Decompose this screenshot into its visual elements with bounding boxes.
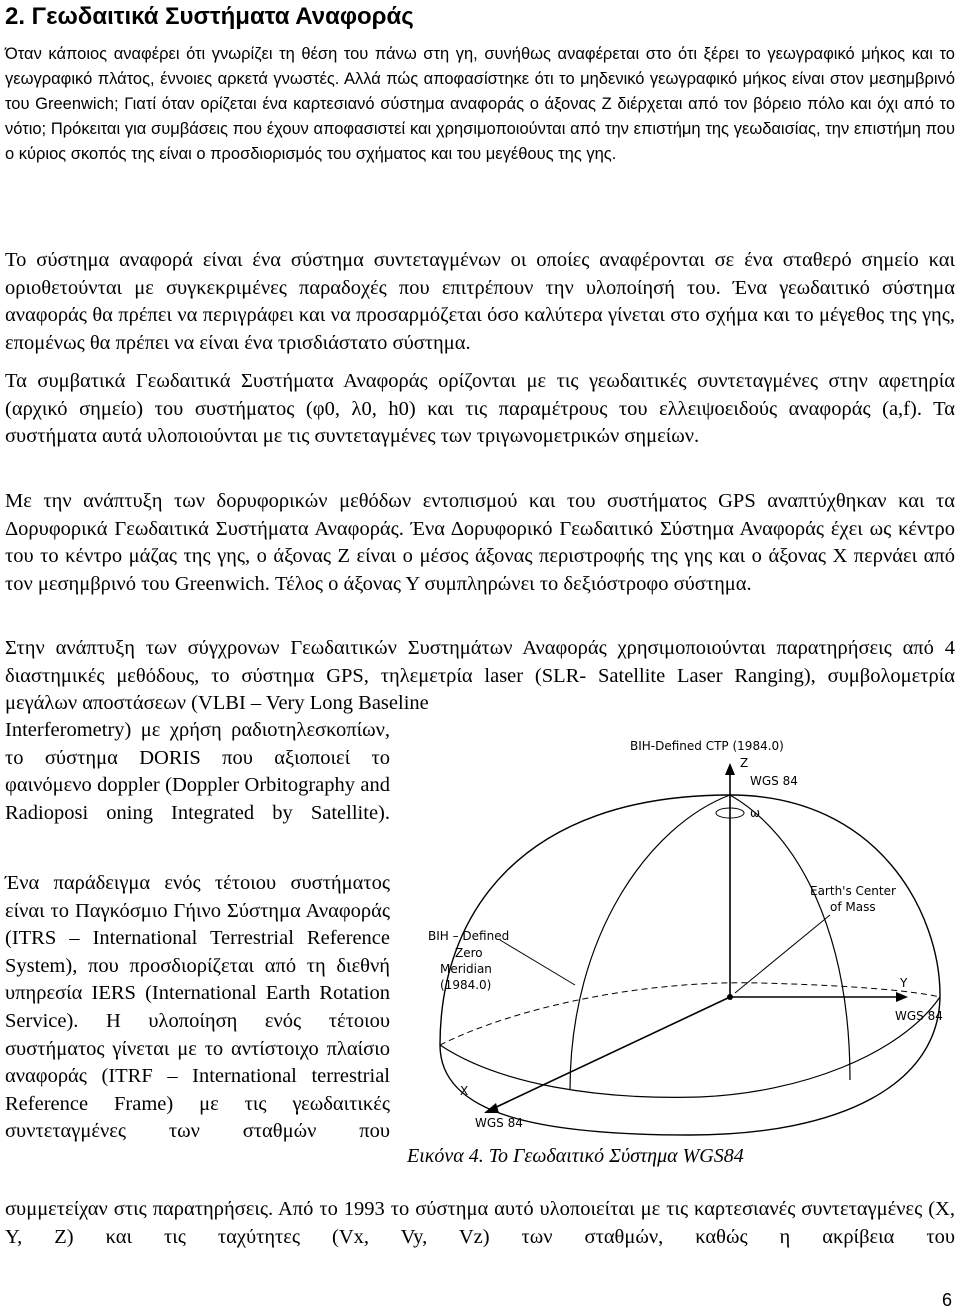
label-z: Z [740, 756, 749, 770]
page-number: 6 [941, 1290, 952, 1310]
label-center-1: Earth's Center [810, 884, 896, 898]
label-meridian-1: BIH – Defined [428, 929, 510, 943]
y-axis-arrow [896, 992, 908, 1002]
paragraph-reference-system: Το σύστημα αναφορά είναι ένα σύστημα συντεταγμένων οι οποίες αναφέρονται σε ένα σταθερό σημείο και οριοθετούνται με συγκεκριμένες παραδοχές που επιτρέπουν την υλοποίησή του. Ένα γεωδαιτικό σύστημα αναφοράς θα πρέπει να περιγράφει και να προσαρμόζεται όσο καλύτερα γίνεται στο σχήμα και το μέγεθος της γης, επομένως θα πρέπει να είναι ένα τρισδιάστατο σύστημα. [5, 249, 955, 354]
label-wgs-z: WGS 84 [750, 774, 798, 788]
wgs84-figure [400, 735, 955, 1140]
center-of-mass-point [727, 994, 733, 1000]
equator-line [440, 997, 940, 1097]
label-y: Y [900, 976, 908, 990]
figure-caption: Εικόνα 4. Το Γεωδαιτικό Σύστημα WGS84 [407, 1145, 744, 1167]
paragraph-itrs-example: Ένα παράδειγμα ενός τέτοιου συστήματος είναι το Παγκόσμιο Γήινο Σύστημα Αναφοράς (ITRS – International Terrestrial Reference System), που προσδιορίζεται από τη διεθνή υπηρεσία IERS (International Earth Rotation Service). Η υλοποίηση ενός τέτοιου συστήματος γίνεται με το αντίστοιχο πλαίσιο αναφοράς (ITRF – International terrestrial Reference Frame) με τις γεωδαιτικές συντεταγμένες των σταθμών που [5, 872, 390, 1143]
z-axis-arrow [725, 763, 735, 775]
label-omega: ω [750, 806, 761, 820]
section-heading: 2. Γεωδαιτικά Συστήματα Αναφοράς [5, 3, 414, 30]
label-wgs-y: WGS 84 [895, 1009, 943, 1023]
meridian-line [730, 795, 850, 1080]
x-axis [490, 997, 730, 1110]
paragraph-modern-systems: Στην ανάπτυξη των σύγχρονων Γεωδαιτικών Συστημάτων Αναφοράς χρησιμοποιούνται παρατηρήσεις από 4 διαστημικές μεθόδους, το σύστημα GPS, τηλεμετρία laser (SLR- Satellite Laser Ranging), συμβολομετρία μεγάλων αποστάσεων (VLBI – Very Long Baseline [5, 637, 955, 715]
paragraph-itrs-continued: συμμετείχαν στις παρατηρήσεις. Από το 1993 το σύστημα αυτό υλοποιείται με τις καρτεσιανές συντεταγμένες (X, Y, Z) και τις ταχύτητες (Vx, Vy, Vz) των σταθμών, καθώς η ακρίβεια του [5, 1198, 955, 1248]
meridian-leader-line [500, 940, 575, 985]
label-center-2: of Mass [830, 900, 876, 914]
zero-meridian-line [570, 795, 730, 1090]
label-meridian-4: (1984.0) [440, 978, 492, 992]
paragraph-satellite-systems: Με την ανάπτυξη των δορυφορικών μεθόδων εντοπισμού και του συστήματος GPS αναπτύχθηκαν και τα Δορυφορικά Γεωδαιτικά Συστήματα Αναφοράς. Ένα Δορυφορικό Γεωδαιτικό Σύστημα Αναφοράς έχει ως κέντρο του το κέντρο μάζας της γης, ο άξονας Ζ είναι ο μέσος άξονας περιστροφής της γης και ο άξονας Χ περνάει από τον μεσημβρινό του Greenwich. Τέλος ο άξονας Υ συμπληρώνει το δεξιόστροφο σύστημα. [5, 490, 955, 595]
equator-back-line [440, 983, 940, 1045]
label-wgs-x: WGS 84 [475, 1116, 523, 1130]
paragraph-modern-systems-continued: Interferometry) με χρήση ραδιοτηλεσκοπίων, το σύστημα DORIS που αξιοποιεί το φαινόμενο doppler (Doppler Orbitography and Radioposi oning Integrated by Satellite). [5, 719, 390, 824]
label-ctp: BIH-Defined CTP (1984.0) [630, 739, 784, 753]
center-leader-line [735, 915, 830, 993]
label-x: X [460, 1084, 469, 1098]
paragraph-conventional-systems: Τα συμβατικά Γεωδαιτικά Συστήματα Αναφοράς ορίζονται με τις γεωδαιτικές συντεταγμένες στην αφετηρία (αρχικό σημείο) του συστήματος (φ0, λ0, h0) και τις παραμέτρους του ελλειψοειδούς αναφοράς (a,f). Τα συστήματα αυτά υλοποιούνται με τις συντεταγμένες των τριγωνομετρικών σημείων. [5, 370, 955, 448]
label-meridian-3: Meridian [440, 962, 492, 976]
wgs84-diagram [400, 735, 955, 1140]
ellipsoid-outline [440, 795, 940, 1135]
paragraph-intro: Όταν κάποιος αναφέρει ότι γνωρίζει τη θέση του πάνω στη γη, συνήθως αναφέρεται στο ότι ξέρει το γεωγραφικό μήκος και το γεωγραφικό πλάτος, έννοιες αρκετά γνωστές. Αλλά πώς αποφασίστηκε ότι το μηδενικό γεωγραφικό μήκος είναι στον μεσημβρινό του Greenwich; Γιατί όταν ορίζεται ένα καρτεσιανό σύστημα αναφοράς ο άξονας Ζ διέρχεται από τον βόρειο πόλο και όχι από το νότιο; Πρόκειται για συμβάσεις που έχουν αποφασιστεί και χρησιμοποιούνται από την επιστήμη της γεωδαισίας, την επιστήμη που ο κύριος σκοπός της είναι ο προσδιορισμός του σχήματος και του μεγέθους της γης. [5, 45, 955, 163]
label-meridian-2: Zero [455, 946, 483, 960]
